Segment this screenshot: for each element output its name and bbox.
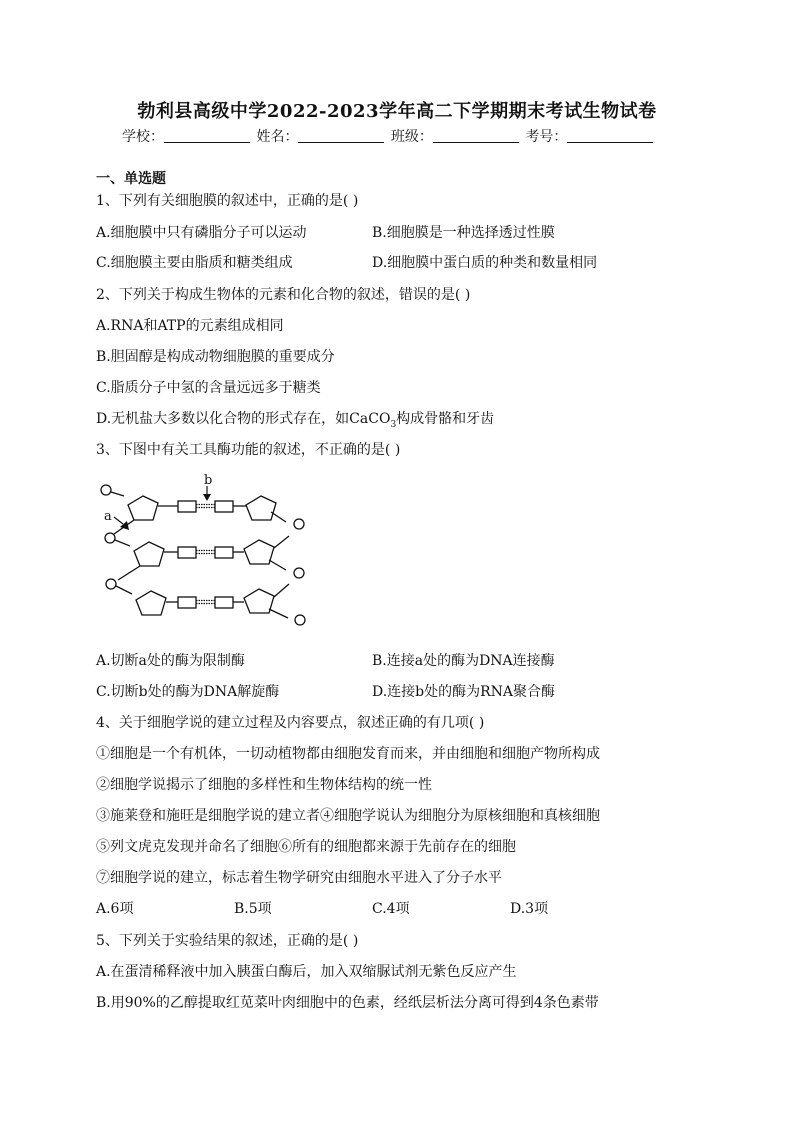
q4-option-a: A.6项	[96, 901, 134, 917]
q2-option-c: C.脂质分子中氢的含量远远多于糖类	[96, 380, 321, 396]
q1-option-a: A.细胞膜中只有磷脂分子可以运动	[96, 225, 307, 241]
q2-option-d-text: D.无机盐大多数以化合物的形式存在，如CaCO	[96, 411, 391, 427]
exam-number-label: 考号：	[525, 129, 568, 145]
student-info-line	[122, 126, 682, 146]
school-blank	[164, 128, 250, 143]
dna-enzyme-diagram	[96, 470, 316, 630]
pentose-pentagon	[128, 496, 158, 520]
q3-option-a: A.切断a处的酶为限制酶	[96, 653, 245, 669]
q3-stem: 3、下图中有关工具酶功能的叙述，不正确的是( )	[96, 442, 401, 458]
q4-statement-7: ⑦细胞学说的建立，标志着生物学研究由细胞水平进入了分子水平	[96, 870, 502, 886]
q4-stem: 4、关于细胞学说的建立过程及内容要点，叙述正确的有几项( )	[96, 715, 485, 731]
school-field	[122, 126, 252, 146]
phosphate-circle-a	[105, 533, 115, 543]
class-blank	[433, 128, 519, 143]
q2-option-d	[96, 408, 494, 430]
base-rect	[215, 501, 233, 512]
q5-option-a: A.在蛋清稀释液中加入胰蛋白酶后，加入双缩脲试剂无紫色反应产生	[96, 964, 517, 980]
q3-option-d: D.连接b处的酶为RNA聚合酶	[372, 684, 556, 700]
exam-number-blank	[567, 128, 653, 143]
class-field	[391, 126, 521, 146]
base-rect	[215, 547, 233, 558]
section-heading: 一、单选题	[96, 171, 166, 187]
pentose-pentagon	[136, 591, 166, 615]
q1-option-b: B.细胞膜是一种选择透过性膜	[372, 225, 555, 241]
label-b: b	[204, 473, 213, 488]
q2-option-d-suffix: 构成骨骼和牙齿	[396, 411, 495, 427]
q4-statement-1: ①细胞是一个有机体，一切动植物都由细胞发育而来，并由细胞和细胞产物所构成	[96, 746, 600, 762]
name-blank	[298, 128, 384, 143]
arrow-b-head	[203, 494, 211, 501]
name-label: 姓名：	[256, 129, 299, 145]
school-label: 学校：	[122, 129, 164, 145]
q4-statement-5-6: ⑤列文虎克发现并命名了细胞⑥所有的细胞都来源于先前存在的细胞	[96, 839, 516, 855]
q4-statement-2: ②细胞学说揭示了细胞的多样性和生物体结构的统一性	[96, 777, 432, 793]
q2-option-b: B.胆固醇是构成动物细胞膜的重要成分	[96, 349, 335, 365]
base-rect	[178, 501, 196, 512]
label-a: a	[104, 509, 112, 524]
phosphate-circle	[101, 485, 111, 495]
q1-stem: 1、下列有关细胞膜的叙述中，正确的是( )	[96, 193, 359, 209]
q3-option-c: C.切断b处的酶为DNA解旋酶	[96, 684, 280, 700]
q4-statement-3-4: ③施莱登和施旺是细胞学说的建立者④细胞学说认为细胞分为原核细胞和真核细胞	[96, 808, 600, 824]
base-rect	[178, 597, 196, 608]
arrow-a-shaft	[114, 517, 123, 524]
phosphate-circle	[294, 568, 304, 578]
pentose-pentagon	[134, 542, 164, 566]
q4-option-d: D.3项	[510, 901, 549, 917]
name-field	[256, 126, 386, 146]
base-rect	[215, 597, 233, 608]
q2-stem: 2、下列关于构成生物体的元素和化合物的叙述，错误的是( )	[96, 287, 471, 303]
pentose-pentagon	[246, 496, 276, 520]
phosphate-circle	[295, 615, 305, 625]
q5-option-b: B.用90%的乙醇提取红苋菜叶肉细胞中的色素，经纸层析法分离可得到4条色素带	[96, 995, 599, 1011]
q3-option-b: B.连接a处的酶为DNA连接酶	[372, 653, 555, 669]
exam-number-field	[525, 126, 655, 146]
q4-option-b: B.5项	[234, 901, 272, 917]
exam-title: 勃利县高级中学2022-2023学年高二下学期期末考试生物试卷	[137, 101, 657, 122]
q5-stem: 5、下列关于实验结果的叙述，正确的是( )	[96, 933, 359, 949]
phosphate-circle	[106, 579, 116, 589]
q1-option-d: D.细胞膜中蛋白质的种类和数量相同	[372, 255, 598, 271]
q1-option-c: C.细胞膜主要由脂质和糖类组成	[96, 255, 293, 271]
q2-option-d-subscript: 3	[390, 419, 397, 430]
q4-option-c: C.4项	[372, 901, 410, 917]
base-rect	[178, 547, 196, 558]
q2-option-a: A.RNA和ATP的元素组成相同	[96, 318, 284, 334]
phosphate-circle	[294, 519, 304, 529]
class-label: 班级：	[390, 129, 433, 145]
